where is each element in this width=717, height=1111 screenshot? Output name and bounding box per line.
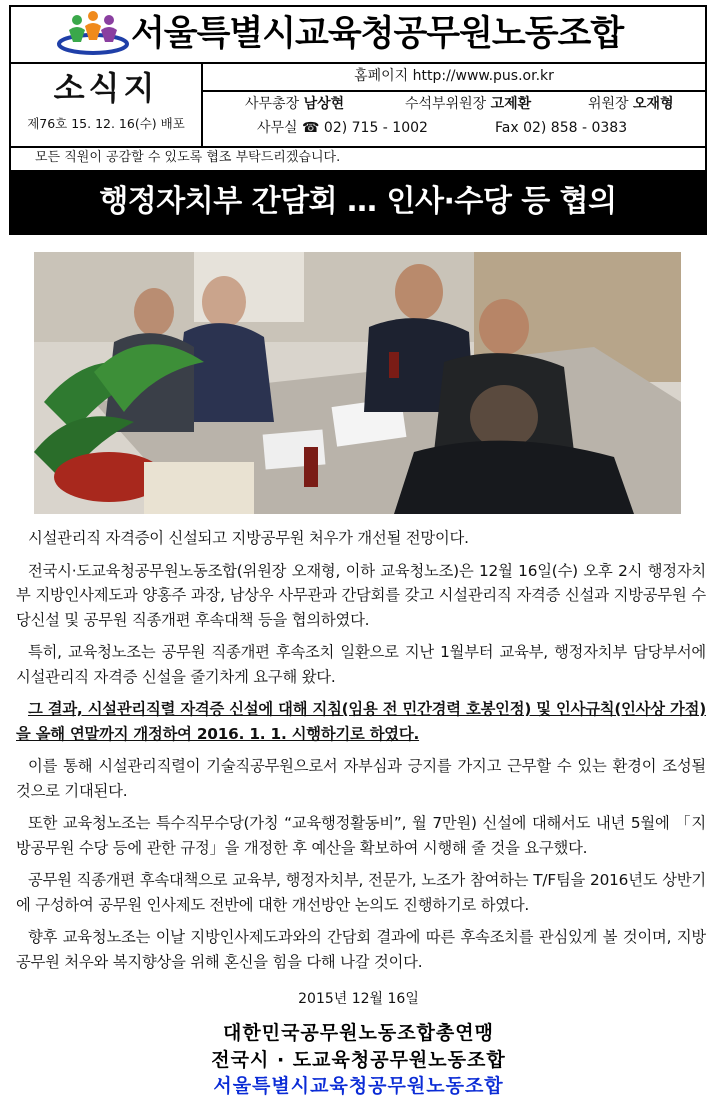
issue-date: 2015년 12월 16일 — [298, 991, 419, 1007]
homepage-link[interactable]: 홈페이지 http://www.pus.or.kr — [203, 62, 705, 92]
issue-title: 소식지 — [53, 69, 159, 107]
notice-text: 모든 직원이 공감할 수 있도록 협조 부탁드리겠습니다. — [35, 150, 341, 165]
article-paragraph: 또한 교육청노조는 특수직무수당(가칭 “교육행정활동비”, 월 7만원) 신설에 대해서도 내년 5월에 「지방공무원 수당 등에 관한 규정」을 개정한 후 예산을 확보하여 시행해 줄 것을 요구했다. — [16, 814, 706, 857]
union-logo-icon — [55, 10, 131, 58]
article-paragraph: 전국시·도교육청공무원노동조합(위원장 오재형, 이하 교육청노조)은 12월 16일(수) 오후 2시 행정자치부 지방인사제도과 양홍주 과장, 남상우 사무관과 간담회를 갖고 시설관리직 자격증 신설과 지방공무원 수당신설 및 공무원 직종개편 후속대책 등을 협의하였다. — [16, 561, 706, 629]
headline: 행정자치부 간담회 … 인사·수당 등 협의 — [11, 170, 705, 233]
info-row — [11, 62, 705, 148]
officers-row — [203, 92, 705, 116]
article-paragraph: 향후 교육청노조는 이날 지방인사제도과와의 간담회 결과에 따른 후속조치를 관심있게 볼 것이며, 지방공무원 처우와 복지향상을 위해 혼신을 힘을 다해 나갈 것이다. — [16, 928, 706, 971]
issue-box — [11, 62, 203, 146]
fax-number: Fax 02) 858 - 0383 — [495, 120, 628, 136]
org-title: 서울특별시교육청공무원노동조합 — [131, 14, 624, 54]
meeting-photo — [34, 252, 681, 514]
officer-secretary: 사무총장 남상현 — [245, 96, 345, 112]
newsletter-header-frame — [9, 5, 707, 235]
article-paragraph: 이를 통해 시설관리직렬이 기술직공무원으로서 자부심과 긍지를 가지고 근무할 수 있는 환경이 조성될 것으로 기대된다. — [16, 757, 706, 800]
article-paragraph: 특히, 교육청노조는 공무원 직종개편 후속조치 일환으로 지난 1월부터 교육부, 행정자치부 담당부서에 시설관리직 자격증 신설을 줄기차게 요구해 왔다. — [16, 643, 706, 686]
contact-row — [203, 116, 705, 140]
article-paragraph: 시설관리직 자격증이 신설되고 지방공무원 처우가 개선될 전망이다. — [28, 529, 469, 547]
officer-vice-chair: 수석부위원장 고제환 — [405, 96, 532, 112]
article-body — [16, 526, 706, 982]
signature-seoul-union: 서울특별시교육청공무원노동조합 — [213, 1075, 504, 1097]
masthead — [11, 7, 705, 64]
office-phone: 사무실 ☎ 02) 715 - 1002 — [257, 120, 428, 136]
officer-chair: 위원장 오재형 — [588, 96, 674, 112]
issue-number: 제76호 15. 12. 16(수) 배포 — [27, 116, 185, 131]
signature-federation: 대한민국공무원노동조합총연맹 — [223, 1022, 494, 1044]
article-paragraph-highlight: 그 결과, 시설관리직렬 자격증 신설에 대해 지침(임용 전 민간경력 호봉인정) 및 인사규칙(인사상 가점)을 올해 연말까지 개정하여 2016. 1. 1. 시행하기로 하였다. — [16, 700, 706, 743]
signature-national-union: 전국시 · 도교육청공무원노동조합 — [211, 1049, 506, 1071]
article-paragraph: 공무원 직종개편 후속대책으로 교육부, 행정자치부, 전문가, 노조가 참여하는 T/F팀을 2016년도 상반기에 구성하여 공무원 인사제도 전반에 대한 개선방안 논의도 진행하기로 하였다. — [16, 871, 706, 914]
